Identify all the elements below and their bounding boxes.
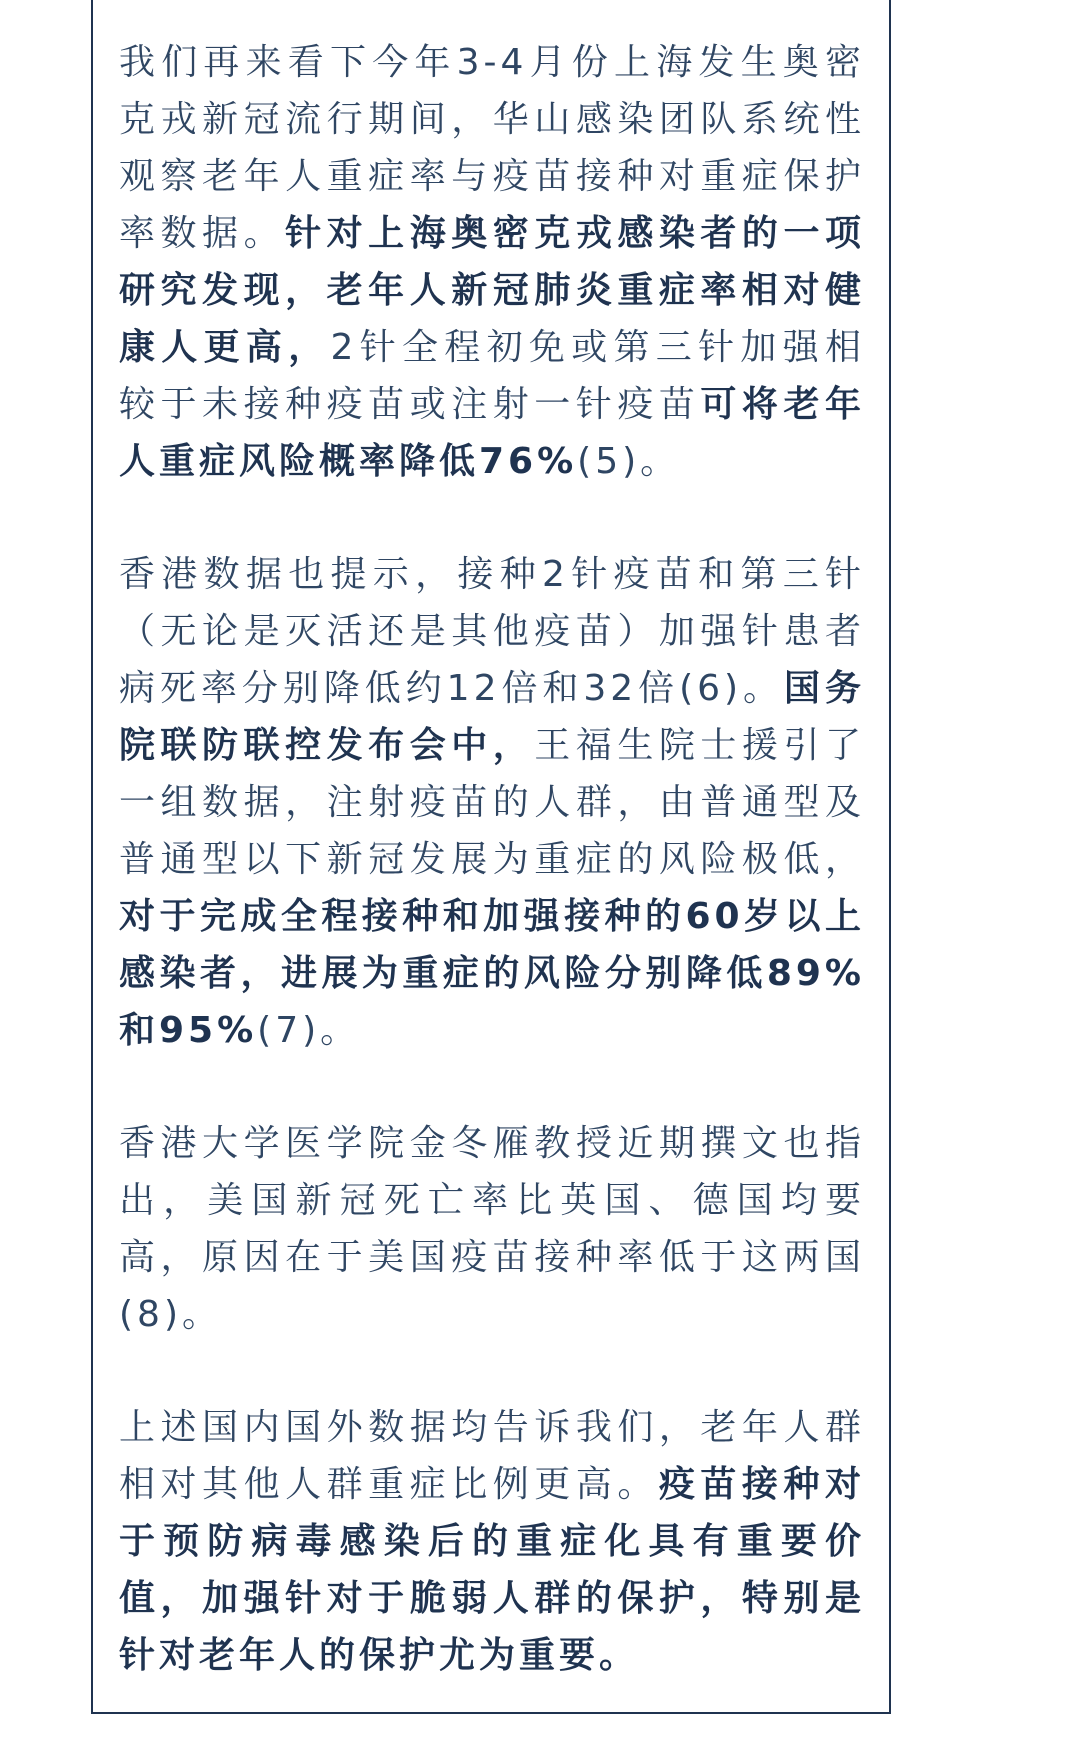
text-segment: (5)。 <box>577 441 681 482</box>
bold-text-segment: 疫苗接种对于预防病毒感染后的重症化具有重要价值，加强针对于脆弱人群的保护，特别是针对老年人的保护尤为重要。 <box>119 1464 865 1676</box>
text-segment: (7)。 <box>257 1010 361 1051</box>
paragraph-2 <box>119 546 865 1059</box>
text-segment: 上述国内国外数据均告诉我们，老年人群相对其他人群重症比例更高。 <box>119 1407 865 1505</box>
text-segment: 香港大学医学院金冬雁教授近期撰文也指出，美国新冠死亡率比英国、德国均要高，原因在于美国疫苗接种率低于这两国(8)。 <box>119 1123 865 1335</box>
paragraph-3 <box>119 1115 865 1343</box>
bold-text-segment: 对于完成全程接种和加强接种的60岁以上感染者，进展为重症的风险分别降低89%和95% <box>119 896 865 1051</box>
bold-text-segment: 国务院联防联控发布会中， <box>119 668 865 766</box>
article-body <box>119 34 865 1684</box>
text-segment: 香港数据也提示，接种2针疫苗和第三针（无论是灭活还是其他疫苗）加强针患者病死率分别降低约12倍和32倍(6)。 <box>119 554 865 709</box>
text-segment: 王福生院士援引了一组数据，注射疫苗的人群，由普通型及普通型以下新冠发展为重症的风险极低， <box>119 725 865 880</box>
text-segment: 2针全程初免或第三针加强相较于未接种疫苗或注射一针疫苗 <box>119 327 865 425</box>
paragraph-4 <box>119 1399 865 1684</box>
bold-text-segment: 可将老年人重症风险概率降低76% <box>119 384 865 482</box>
bottom-margin <box>0 1722 1080 1753</box>
paragraph-1 <box>119 34 865 490</box>
bold-text-segment: 针对上海奥密克戎感染者的一项研究发现，老年人新冠肺炎重症率相对健康人更高， <box>119 213 865 368</box>
text-segment: 我们再来看下今年3-4月份上海发生奥密克戎新冠流行期间，华山感染团队系统性观察老年人重症率与疫苗接种对重症保护率数据。 <box>119 42 865 254</box>
